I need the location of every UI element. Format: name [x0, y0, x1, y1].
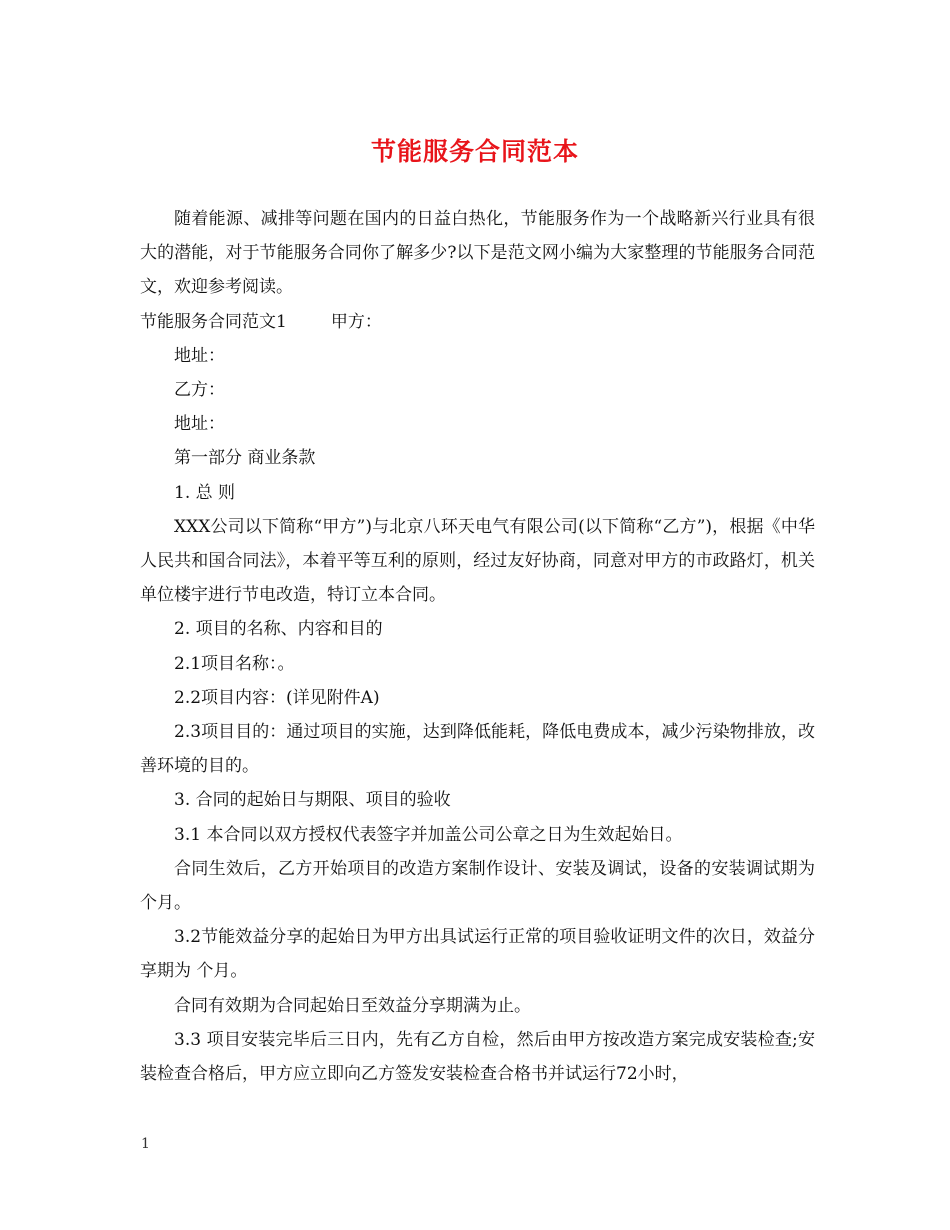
document-title: 节能服务合同范本	[370, 137, 579, 166]
contract-heading: 节能服务合同范文1	[140, 311, 287, 332]
party-b-label: 乙方：	[174, 380, 225, 401]
intro-paragraph: 随着能源、减排等问题在国内的日益白热化，节能服务作为一个战略新兴行业具有很大的潜能，对于节能服务合同你了解多少?以下是范文网小编为大家整理的节能服务合同范文，欢迎参考阅读。	[140, 209, 815, 298]
section-heading: 第一部分 商业条款	[174, 448, 316, 469]
party-a-address: 地址：	[174, 345, 225, 366]
party-a-label: 甲方：	[330, 311, 382, 332]
clause-paragraph: 3.3 项目安装完毕后三日内，先有乙方自检，然后由甲方按改造方案完成安装检查;安装检查合格后，甲方应立即向乙方签发安装检查合格书并试运行72小时，	[140, 1029, 815, 1085]
contract-heading-line	[140, 305, 815, 339]
clause-paragraph: 合同生效后，乙方开始项目的改造方案制作设计、安装及调试，设备的安装调试期为 个月。	[140, 858, 815, 914]
clause-paragraph: 2.1项目名称：。	[174, 653, 295, 674]
clause-heading: 1. 总 则	[174, 482, 236, 503]
clause-paragraph: 3.2节能效益分享的起始日为甲方出具试运行正常的项目验收证明文件的次日，效益分享期为 个月。	[140, 927, 815, 982]
document-body	[140, 202, 815, 1091]
clause-heading: 2. 项目的名称、内容和目的	[174, 619, 383, 640]
clause-heading: 3. 合同的起始日与期限、项目的验收	[174, 790, 451, 811]
clause-paragraph: 2.3项目目的：通过项目的实施，达到降低能耗，降低电费成本，减少污染物排放，改善环境的目的。	[140, 722, 815, 777]
page-number: 1	[141, 1136, 150, 1152]
clause-paragraph: 3.1 本合同以双方授权代表签字并加盖公司公章之日为生效起始日。	[174, 824, 683, 845]
clause-paragraph: 合同有效期为合同起始日至效益分享期满为止。	[174, 995, 531, 1016]
clause-paragraph: 2.2项目内容：(详见附件A)	[174, 687, 380, 708]
party-b-address: 地址：	[174, 414, 225, 435]
clause-paragraph: XXX公司以下简称“甲方”)与北京八环天电气有限公司(以下简称“乙方”)，根据《中华人民共和国合同法》，本着平等互利的原则，经过友好协商，同意对甲方的市政路灯，机关单位楼宇进行节电改造，特订立本合同。	[140, 516, 815, 606]
